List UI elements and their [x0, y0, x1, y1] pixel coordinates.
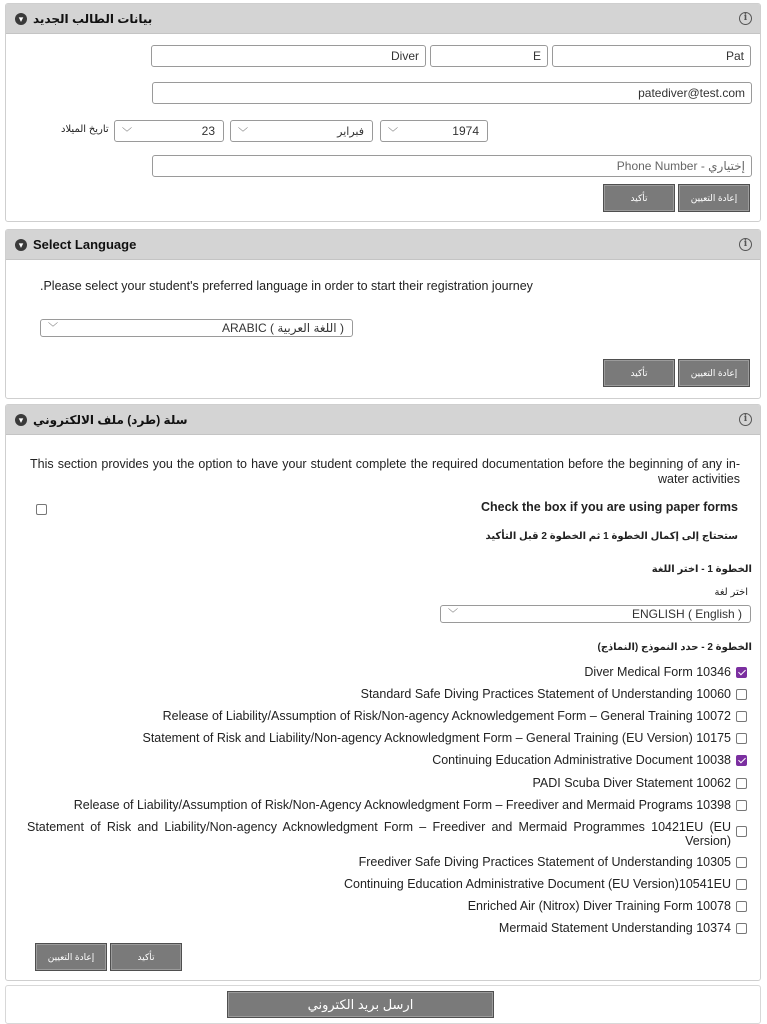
form-language-select[interactable]: [440, 605, 751, 623]
ecart-panel-header[interactable]: [6, 405, 760, 435]
paper-forms-label: Check the box if you are using paper forms: [480, 500, 738, 514]
dob-day-select[interactable]: [114, 120, 224, 142]
form-label: Statement of Risk and Liability/Non-agency Acknowledgment Form – Freediver and Mermaid Programmes 10421EU (EU Version): [27, 820, 731, 848]
student-panel-header[interactable]: [6, 4, 760, 34]
confirm-button[interactable]: تأكيد: [110, 943, 182, 971]
form-label: Diver Medical Form 10346: [584, 665, 731, 679]
form-checkbox[interactable]: [736, 826, 747, 837]
form-label: Release of Liability/Assumption of Risk/Non-Agency Acknowledgment Form – Freediver and Mermaid Programs 10398: [73, 798, 731, 812]
ecart-panel: [5, 404, 761, 981]
student-panel-title: بيانات الطالب الجديد: [33, 12, 153, 26]
reset-button[interactable]: إعادة التعيين: [678, 184, 750, 212]
phone-input[interactable]: Phone Number - إختياري: [152, 155, 752, 177]
step2-heading: الخطوة 2 - حدد النموذج (النماذج): [597, 642, 752, 653]
chevron-down-icon: ﹀: [48, 323, 58, 334]
form-label: Enriched Air (Nitrox) Diver Training Form 10078: [467, 899, 731, 913]
dob-label: تاريخ الميلاد: [61, 124, 109, 135]
form-row[interactable]: [359, 855, 747, 873]
reset-button[interactable]: إعادة التعيين: [35, 943, 107, 971]
confirm-button[interactable]: تأكيد: [603, 359, 675, 387]
first-name-input[interactable]: Pat: [552, 45, 751, 67]
form-checkbox[interactable]: [736, 667, 747, 678]
form-row[interactable]: [344, 877, 747, 895]
last-name-input[interactable]: Diver: [151, 45, 426, 67]
form-row[interactable]: [143, 731, 748, 749]
form-label: Freediver Safe Diving Practices Statement of Understanding 10305: [358, 855, 731, 869]
info-icon[interactable]: i: [739, 12, 752, 25]
confirm-button[interactable]: تأكيد: [603, 184, 675, 212]
step1-heading: الخطوة 1 - اختر اللغة: [651, 564, 752, 575]
student-panel: [5, 3, 761, 222]
ecart-description: This section provides you the option to have your student complete the required documentation before the beginning of any in-water activities: [30, 457, 740, 486]
form-row[interactable]: [432, 753, 747, 771]
paper-forms-checkbox[interactable]: [36, 504, 47, 515]
form-checkbox[interactable]: [736, 711, 747, 722]
form-label: Statement of Risk and Liability/Non-agency Acknowledgment Form – General Training (EU Version) 10175: [142, 731, 731, 745]
form-row[interactable]: [533, 776, 748, 794]
form-label: PADI Scuba Diver Statement 10062: [532, 776, 731, 790]
form-label: Continuing Education Administrative Document 10038: [432, 753, 731, 767]
form-row[interactable]: [468, 899, 747, 917]
form-label: Standard Safe Diving Practices Statement of Understanding 10060: [360, 687, 731, 701]
language-panel: [5, 229, 761, 399]
collapse-icon[interactable]: ▾: [15, 239, 27, 251]
dob-day-value: 23: [201, 124, 215, 138]
middle-initial-input[interactable]: E: [430, 45, 548, 67]
collapse-icon[interactable]: ▾: [15, 13, 27, 25]
ecart-panel-title: سلة (طرد) ملف الالكتروني: [33, 413, 188, 427]
chevron-down-icon: ﹀: [238, 128, 248, 139]
language-instruction: .Please select your student's preferred language in order to start their registration journey: [40, 279, 533, 293]
form-label: Mermaid Statement Understanding 10374: [498, 921, 731, 935]
language-panel-header[interactable]: [6, 230, 760, 260]
form-label: Release of Liability/Assumption of Risk/Non-agency Acknowledgement Form – General Training 10072: [162, 709, 731, 723]
info-icon[interactable]: i: [739, 238, 752, 251]
email-input[interactable]: patediver@test.com: [152, 82, 752, 104]
chevron-down-icon: ﹀: [448, 609, 458, 620]
form-row[interactable]: [584, 665, 747, 683]
steps-note: ستحتاج إلى إكمال الخطوة 1 ثم الخطوة 2 قبل التأكيد: [485, 531, 738, 542]
form-label: Continuing Education Administrative Document (EU Version)10541EU: [343, 877, 731, 891]
language-panel-title: Select Language: [33, 237, 137, 252]
form-checkbox[interactable]: [736, 778, 747, 789]
send-email-button[interactable]: ارسل بريد الكتروني: [227, 991, 494, 1018]
choose-language-label: اختر لغة: [714, 587, 748, 598]
language-select[interactable]: [40, 319, 353, 337]
dob-month-select[interactable]: [230, 120, 373, 142]
form-row[interactable]: [27, 820, 747, 850]
form-row[interactable]: [74, 798, 747, 816]
form-checkbox[interactable]: [736, 901, 747, 912]
language-select-value: ARABIC ( اللغة العربية ): [221, 321, 344, 335]
form-checkbox[interactable]: [736, 879, 747, 890]
form-language-value: ENGLISH ( English ): [631, 607, 742, 621]
form-checkbox[interactable]: [736, 800, 747, 811]
chevron-down-icon: ﹀: [122, 128, 132, 139]
dob-year-value: 1974: [452, 124, 479, 138]
form-checkbox[interactable]: [736, 733, 747, 744]
form-checkbox[interactable]: [736, 755, 747, 766]
form-checkbox[interactable]: [736, 689, 747, 700]
info-icon[interactable]: i: [739, 413, 752, 426]
form-row[interactable]: [163, 709, 747, 727]
collapse-icon[interactable]: ▾: [15, 414, 27, 426]
form-row[interactable]: [499, 921, 747, 939]
chevron-down-icon: ﹀: [388, 128, 398, 139]
dob-year-select[interactable]: [380, 120, 488, 142]
form-checkbox[interactable]: [736, 923, 747, 934]
form-checkbox[interactable]: [736, 857, 747, 868]
form-row[interactable]: [361, 687, 747, 705]
reset-button[interactable]: إعادة التعيين: [678, 359, 750, 387]
dob-month-value: فبراير: [337, 126, 364, 138]
